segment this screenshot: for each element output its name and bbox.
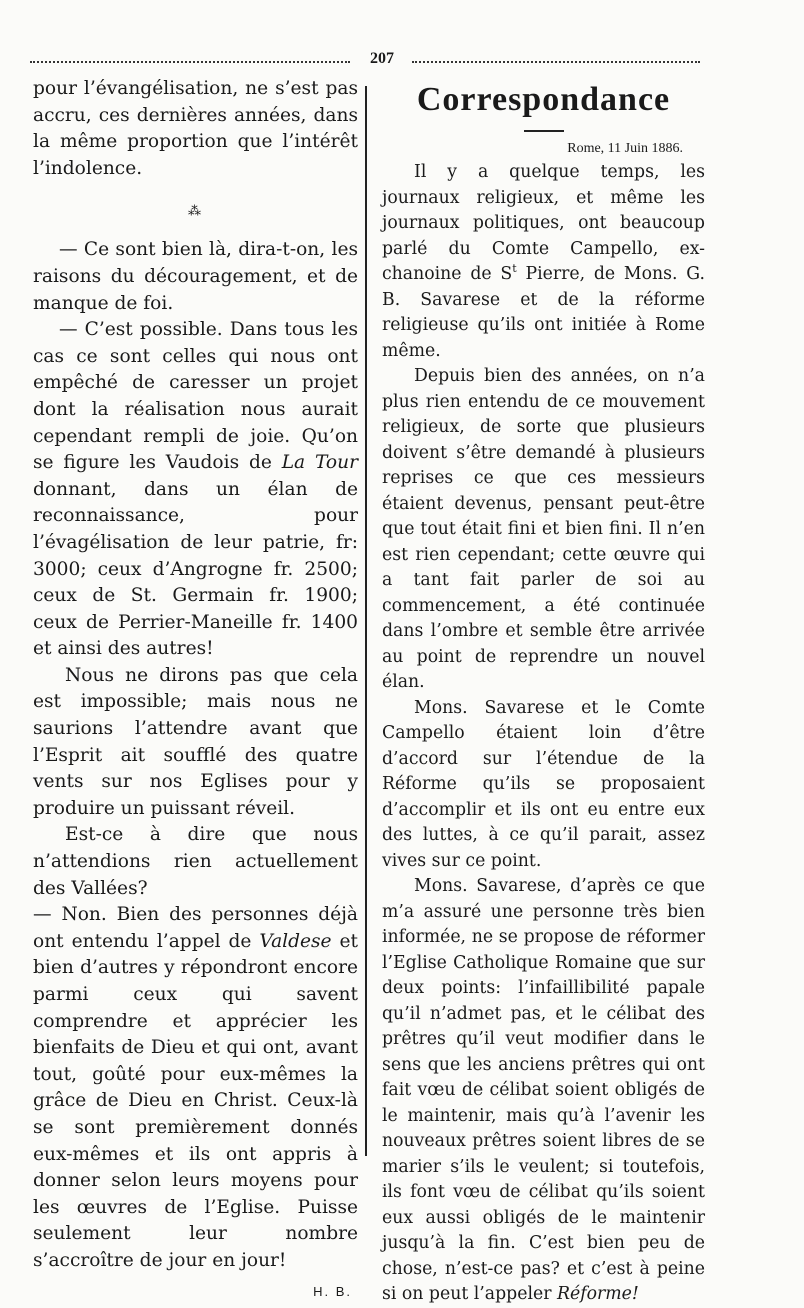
paragraph-continuation: pour l’évangélisation, ne s’est pas accru, ces dernières années, dans la même proportion que l’intérêt l’indolence. [33,78,358,179]
paragraph-disagreement: Mons. Savarese et le Comte Campello étaient loin d’être d’accord sur l’étendue de la Réforme qu’ils se proposaient d’accomplir et ils ont eu entre eux des luttes, à ce qu’il parait, assez vives sur ce point. [382,697,705,871]
text-run: donnant, dans un élan de reconnaissance, pour l’évagélisation de leur patrie, fr: 3000; ceux d’Angrogne fr. 2500; ceux de St. Germain fr. 1900; ceux de Perrier-Maneille fr. 1400 et ainsi des autres! [33,478,358,660]
dateline: Rome, 11 Juin 1886. [567,141,683,156]
paragraph-revival: Nous ne dirons pas que cela est impossible; mais nous ne saurions l’attendre avant que l’Esprit ait soufflé des quatre vents sur nos Eglises pour y produire un puissant réveil. [33,664,358,819]
paragraph-objection: — Ce sont bien là, dira-t-on, les raisons du découragement, et de manque de foi. [33,239,358,314]
section-title: Correspondance [416,81,671,118]
paragraph-answer [33,902,358,1274]
author-signature: H. B. [313,1283,352,1299]
page-header [30,50,700,72]
text-run: Pierre, de Mons. G. B. Savarese et de la réforme religieuse qu’ils ont initiée à Rome même. [382,264,705,361]
superscript: t [512,262,517,276]
header-rule-right [412,61,700,63]
italic-word: Réforme! [556,1284,639,1304]
left-column [33,76,358,1305]
paragraph-history: Depuis bien des années, on n’a plus rien entendu de ce mouvement religieux, de sorte que plusieurs doivent s’être demandé à plusieurs reprises ce que ces messieurs étaient devenus, pensant peut-être que tout était fini et bien fini. Il n’en est rien cependant; cette œuvre qui a tant fait parler de soi au commencement, a été continuée dans l’ombre et semble être arrivée au point de reprendre un nouvel élan. [382,366,705,692]
text-run: — C’est possible. Dans tous les cas ce sont celles qui nous ont empêché de caresser un projet dont la réalisation nous aurait cependant rempli de joie. Qu’on se figure les Vaudois de [33,319,358,474]
italic-journal-name: Valdese [259,930,332,952]
header-rule-left [30,61,350,63]
italic-place-name: La Tour [281,452,358,474]
paragraph-response [33,317,358,663]
text-run: Mons. Savarese, d’après ce que m’a assuré une personne très bien informée, ne se propose de réformer l’Eglise Catholique Romaine que sur deux points: l’infaillibilité papale qu’il n’admet pas, et le célibat des prêtres qu’il veut modifier dans le sens que les anciens prêtres qui ont fait vœu de célibat soient obligés de le maintenir, mais qu’à l’avenir les nouveaux prêtres soient libres de se marier s’ils le veulent; si toutefois, ils font vœu de célibat qu’ils soient eux aussi obligés de le maintenir jusqu’à la fin. C’est bien peu de chose, n’est-ce pas? et c’est à peine si on peut l’appeler [382,876,705,1304]
column-divider [365,86,367,1156]
paragraph-reform [382,874,705,1308]
right-column [382,76,705,1308]
asterism-separator: ⁂ [188,204,203,220]
page-number: 207 [370,50,394,67]
paragraph-intro [382,160,705,364]
text-run: Il y a quelque temps, les journaux religieux, et même les journaux politiques, ont beaucoup parlé du Comte Campello, ex-chanoine de S [382,162,705,284]
title-rule [524,130,564,132]
text-run: — Non. Bien des personnes déjà ont entendu l’appel de [33,904,358,952]
paragraph-question: Est-ce à dire que nous n’attendions rien actuellement des Vallées? [33,824,358,899]
text-run: et bien d’autres y répondront encore parmi ceux qui savent comprendre et apprécier les bienfaits de Dieu et qui ont, avant tout, goûté pour eux-mêmes la grâce de Dieu en Christ. Ceux-là se sont premièrement donnés eux-mêmes et ils ont appris à donner selon leurs moyens pour les œuvres de l’Eglise. Puisse seulement leur nombre s’accroître de jour en jour! [33,930,359,1271]
